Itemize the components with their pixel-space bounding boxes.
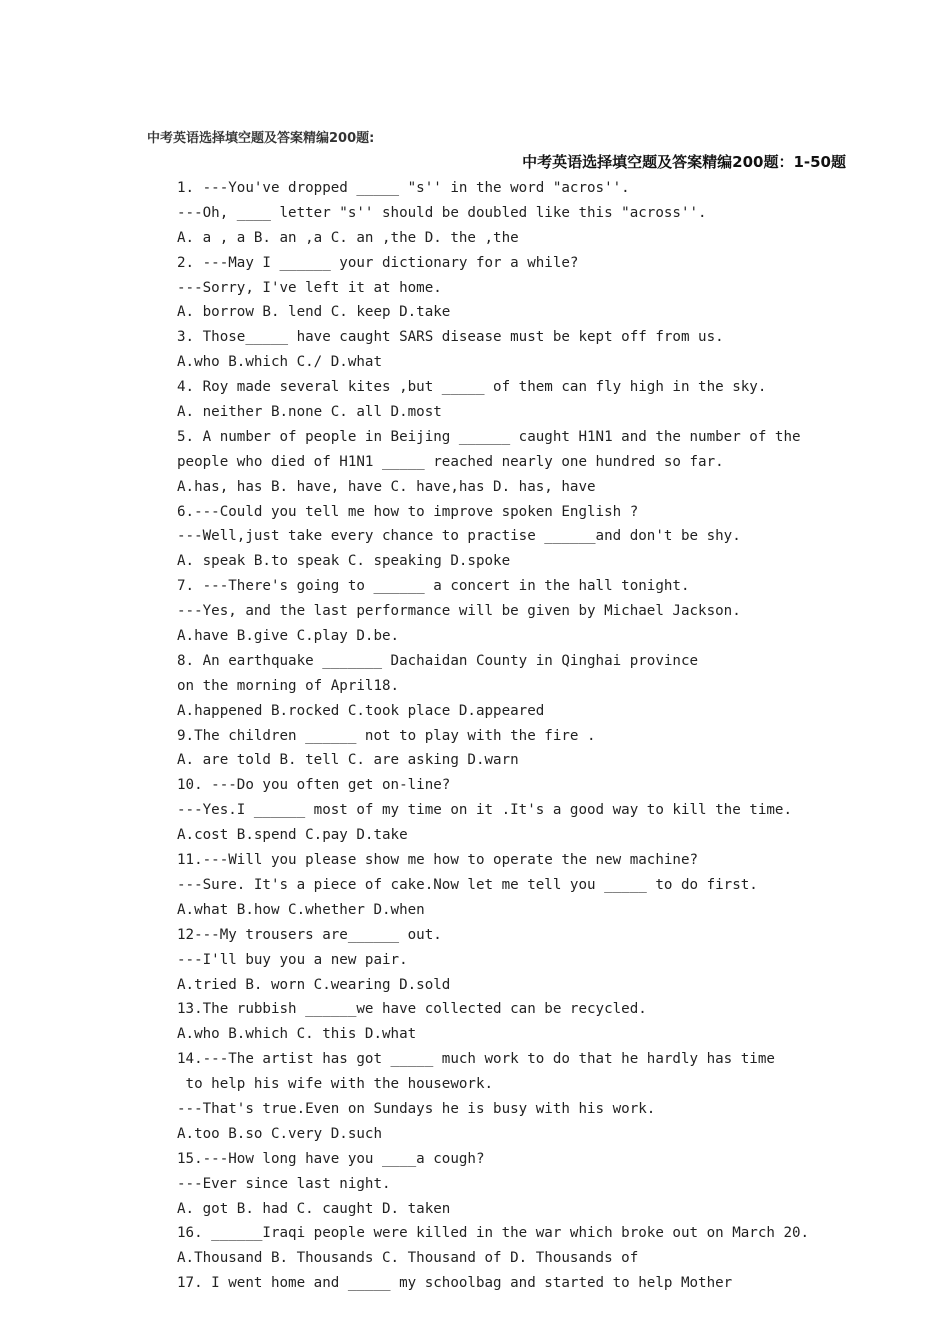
text-line: A.too B.so C.very D.such bbox=[177, 1125, 382, 1142]
text-line: A.who B.which C./ D.what bbox=[177, 354, 382, 371]
text-line: A.who B.which C. this D.what bbox=[177, 1026, 417, 1043]
text-line: 4. Roy made several kites ,but _____ of them can fly high in the sky. bbox=[177, 379, 767, 396]
text-line: 16. ______Iraqi people were killed in the war which broke out on March 20. bbox=[177, 1225, 810, 1242]
text-line: A. got B. had C. caught D. taken bbox=[177, 1200, 451, 1217]
text-line: A. a , a B. an ,a C. an ,the D. the ,the bbox=[177, 229, 519, 246]
document-heading-small: 中考英语选择填空题及答案精编200题: bbox=[147, 131, 375, 146]
text-line: 1. ---You've dropped _____ "s'' in the word "acros''. bbox=[177, 180, 630, 196]
text-line: ---Sorry, I've left it at home. bbox=[177, 279, 442, 296]
text-line: 8. An earthquake _______ Dachaidan County in Qinghai province bbox=[177, 652, 699, 669]
text-line: 14.---The artist has got _____ much work to do that he hardly has time bbox=[177, 1051, 775, 1068]
text-line: A.happened B.rocked C.took place D.appeared bbox=[177, 702, 545, 719]
text-line: ---That's true.Even on Sundays he is busy with his work. bbox=[177, 1100, 656, 1117]
question-list bbox=[177, 176, 817, 1296]
text-line: A.has, has B. have, have C. have,has D. has, have bbox=[177, 478, 596, 495]
text-line: A.Thousand B. Thousands C. Thousand of D. Thousands of bbox=[177, 1250, 639, 1267]
text-line: to help his wife with the housework. bbox=[177, 1076, 494, 1093]
text-line: A.what B.how C.whether D.when bbox=[177, 901, 425, 918]
text-line: 2. ---May I ______ your dictionary for a while? bbox=[177, 254, 579, 271]
document-heading-main: 中考英语选择填空题及答案精编200题：1-50题 bbox=[522, 153, 846, 171]
text-line: A. neither B.none C. all D.most bbox=[177, 404, 442, 421]
text-line: ---Well,just take every chance to practise ______and don't be shy. bbox=[177, 528, 741, 545]
text-line: 9.The children ______ not to play with the fire . bbox=[177, 727, 596, 744]
text-line: 10. ---Do you often get on-line? bbox=[177, 777, 451, 794]
text-line: ---Yes.I ______ most of my time on it .It's a good way to kill the time. bbox=[177, 802, 792, 819]
text-line: ---Yes, and the last performance will be given by Michael Jackson. bbox=[177, 603, 741, 620]
text-line: 3. Those_____ have caught SARS disease must be kept off from us. bbox=[177, 329, 724, 346]
text-line: 13.The rubbish ______we have collected can be recycled. bbox=[177, 1001, 647, 1018]
text-line: A. are told B. tell C. are asking D.warn bbox=[177, 752, 519, 769]
text-line: A.have B.give C.play D.be. bbox=[177, 628, 400, 645]
text-line: ---Sure. It's a piece of cake.Now let me tell you _____ to do first. bbox=[177, 876, 758, 893]
text-line: on the morning of April18. bbox=[177, 677, 400, 694]
text-line: A.cost B.spend C.pay D.take bbox=[177, 827, 408, 844]
text-line: A. borrow B. lend C. keep D.take bbox=[177, 304, 451, 321]
text-line: 17. I went home and _____ my schoolbag and started to help Mother bbox=[177, 1275, 733, 1292]
text-line: ---Ever since last night. bbox=[177, 1175, 391, 1192]
text-line: 11.---Will you please show me how to operate the new machine? bbox=[177, 852, 699, 869]
text-line: 15.---How long have you ____a cough? bbox=[177, 1150, 485, 1167]
text-line: 6.---Could you tell me how to improve spoken English ? bbox=[177, 503, 639, 520]
text-line: 7. ---There's going to ______ a concert in the hall tonight. bbox=[177, 578, 690, 595]
text-line: A.tried B. worn C.wearing D.sold bbox=[177, 976, 451, 993]
text-line: 12---My trousers are______ out. bbox=[177, 926, 442, 943]
text-line: ---I'll buy you a new pair. bbox=[177, 951, 408, 968]
text-line: people who died of H1N1 _____ reached nearly one hundred so far. bbox=[177, 453, 724, 470]
text-line: A. speak B.to speak C. speaking D.spoke bbox=[177, 553, 511, 570]
text-line: 5. A number of people in Beijing ______ caught H1N1 and the number of the bbox=[177, 428, 801, 445]
text-line: ---Oh, ____ letter "s'' should be doubled like this "across''. bbox=[177, 204, 707, 221]
